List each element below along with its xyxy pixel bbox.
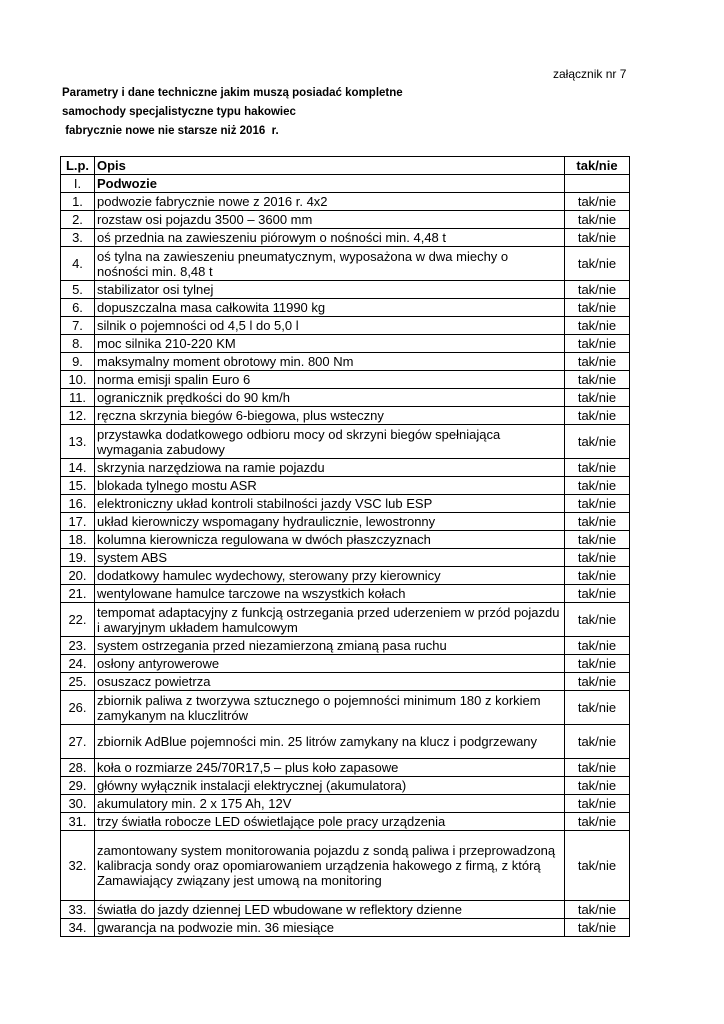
row-lp: 5. <box>61 281 95 299</box>
table-row <box>61 637 630 655</box>
table-row <box>61 759 630 777</box>
row-opis: osłony antyrowerowe <box>95 655 565 673</box>
row-lp: 13. <box>61 425 95 459</box>
row-opis: przystawka dodatkowego odbioru mocy od skrzyni biegów spełniająca wymagania zabudowy <box>95 425 565 459</box>
row-taknie: tak/nie <box>565 317 630 335</box>
row-lp: 32. <box>61 831 95 901</box>
row-lp: 26. <box>61 691 95 725</box>
row-taknie: tak/nie <box>565 477 630 495</box>
table-row <box>61 335 630 353</box>
row-lp: 17. <box>61 513 95 531</box>
row-opis: kolumna kierownicza regulowana w dwóch płaszczyznach <box>95 531 565 549</box>
attachment-label: załącznik nr 7 <box>553 67 627 81</box>
row-opis: ogranicznik prędkości do 90 km/h <box>95 389 565 407</box>
table-row <box>61 407 630 425</box>
row-taknie: tak/nie <box>565 425 630 459</box>
row-taknie: tak/nie <box>565 495 630 513</box>
row-opis: system ABS <box>95 549 565 567</box>
row-taknie: tak/nie <box>565 407 630 425</box>
header-opis: Opis <box>95 157 565 175</box>
table-row <box>61 655 630 673</box>
row-lp: 23. <box>61 637 95 655</box>
row-lp: 1. <box>61 193 95 211</box>
section-empty-cell <box>565 175 630 193</box>
table-row <box>61 531 630 549</box>
row-opis: zbiornik AdBlue pojemności min. 25 litrów zamykany na klucz i podgrzewany <box>95 725 565 759</box>
row-lp: 11. <box>61 389 95 407</box>
row-opis: układ kierowniczy wspomagany hydraulicznie, lewostronny <box>95 513 565 531</box>
row-taknie: tak/nie <box>565 673 630 691</box>
row-lp: 3. <box>61 229 95 247</box>
table-row <box>61 353 630 371</box>
table-row <box>61 281 630 299</box>
row-lp: 16. <box>61 495 95 513</box>
table-row <box>61 795 630 813</box>
row-lp: 4. <box>61 247 95 281</box>
heading-line-1: Parametry i dane techniczne jakim muszą posiadać kompletne <box>62 87 403 99</box>
table-row <box>61 549 630 567</box>
row-opis: światła do jazdy dziennej LED wbudowane w reflektory dzienne <box>95 901 565 919</box>
row-taknie: tak/nie <box>565 919 630 937</box>
row-taknie: tak/nie <box>565 691 630 725</box>
table-row <box>61 691 630 725</box>
row-opis: osuszacz powietrza <box>95 673 565 691</box>
header-taknie: tak/nie <box>565 157 630 175</box>
row-lp: 28. <box>61 759 95 777</box>
table-row <box>61 477 630 495</box>
row-opis: system ostrzegania przed niezamierzoną zmianą pasa ruchu <box>95 637 565 655</box>
row-lp: 18. <box>61 531 95 549</box>
row-opis: maksymalny moment obrotowy min. 800 Nm <box>95 353 565 371</box>
row-lp: 8. <box>61 335 95 353</box>
row-taknie: tak/nie <box>565 831 630 901</box>
row-taknie: tak/nie <box>565 759 630 777</box>
row-opis: moc silnika 210-220 KM <box>95 335 565 353</box>
table-row <box>61 229 630 247</box>
section-title: Podwozie <box>95 175 565 193</box>
row-opis: dopuszczalna masa całkowita 11990 kg <box>95 299 565 317</box>
table-row <box>61 813 630 831</box>
row-opis: blokada tylnego mostu ASR <box>95 477 565 495</box>
section-lp: I. <box>61 175 95 193</box>
section-row <box>61 175 630 193</box>
row-taknie: tak/nie <box>565 299 630 317</box>
row-opis: dodatkowy hamulec wydechowy, sterowany przy kierownicy <box>95 567 565 585</box>
row-taknie: tak/nie <box>565 211 630 229</box>
table-row <box>61 603 630 637</box>
row-opis: główny wyłącznik instalacji elektrycznej (akumulatora) <box>95 777 565 795</box>
table-row <box>61 585 630 603</box>
row-opis: trzy światła robocze LED oświetlające pole pracy urządzenia <box>95 813 565 831</box>
table-row <box>61 567 630 585</box>
table-row <box>61 673 630 691</box>
row-taknie: tak/nie <box>565 229 630 247</box>
row-opis: elektroniczny układ kontroli stabilności jazdy VSC lub ESP <box>95 495 565 513</box>
row-opis: oś przednia na zawieszeniu piórowym o nośności min. 4,48 t <box>95 229 565 247</box>
row-lp: 22. <box>61 603 95 637</box>
row-lp: 24. <box>61 655 95 673</box>
table-row <box>61 389 630 407</box>
row-taknie: tak/nie <box>565 459 630 477</box>
table-row <box>61 299 630 317</box>
row-opis: gwarancja na podwozie min. 36 miesiące <box>95 919 565 937</box>
row-lp: 20. <box>61 567 95 585</box>
table-row <box>61 247 630 281</box>
table-row <box>61 425 630 459</box>
row-taknie: tak/nie <box>565 725 630 759</box>
heading-line-2: samochody specjalistyczne typu hakowiec <box>62 106 296 118</box>
row-lp: 15. <box>61 477 95 495</box>
row-taknie: tak/nie <box>565 655 630 673</box>
row-taknie: tak/nie <box>565 777 630 795</box>
row-taknie: tak/nie <box>565 603 630 637</box>
row-lp: 6. <box>61 299 95 317</box>
row-taknie: tak/nie <box>565 193 630 211</box>
row-lp: 33. <box>61 901 95 919</box>
row-taknie: tak/nie <box>565 389 630 407</box>
row-opis: zamontowany system monitorowania pojazdu z sondą paliwa i przeprowadzoną kalibracja sondy oraz opomiarowaniem urządzenia hakowego z firmą, z którą Zamawiający związany jest umową na monitoring <box>95 831 565 901</box>
row-taknie: tak/nie <box>565 585 630 603</box>
document-heading <box>62 84 403 141</box>
row-opis: podwozie fabrycznie nowe z 2016 r. 4x2 <box>95 193 565 211</box>
row-taknie: tak/nie <box>565 795 630 813</box>
row-taknie: tak/nie <box>565 513 630 531</box>
row-taknie: tak/nie <box>565 371 630 389</box>
row-taknie: tak/nie <box>565 901 630 919</box>
row-taknie: tak/nie <box>565 353 630 371</box>
row-lp: 9. <box>61 353 95 371</box>
row-taknie: tak/nie <box>565 567 630 585</box>
row-opis: koła o rozmiarze 245/70R17,5 – plus koło zapasowe <box>95 759 565 777</box>
row-lp: 7. <box>61 317 95 335</box>
header-lp: L.p. <box>61 157 95 175</box>
table-row <box>61 317 630 335</box>
row-lp: 27. <box>61 725 95 759</box>
table-row <box>61 777 630 795</box>
table-row <box>61 725 630 759</box>
row-lp: 21. <box>61 585 95 603</box>
row-lp: 19. <box>61 549 95 567</box>
table-row <box>61 193 630 211</box>
row-taknie: tak/nie <box>565 281 630 299</box>
row-opis: oś tylna na zawieszeniu pneumatycznym, wyposażona w dwa miechy o nośności min. 8,48 t <box>95 247 565 281</box>
row-lp: 29. <box>61 777 95 795</box>
table-row <box>61 919 630 937</box>
row-opis: wentylowane hamulce tarczowe na wszystkich kołach <box>95 585 565 603</box>
table-row <box>61 371 630 389</box>
row-opis: skrzynia narzędziowa na ramie pojazdu <box>95 459 565 477</box>
specification-table <box>60 156 630 937</box>
row-taknie: tak/nie <box>565 531 630 549</box>
table-row <box>61 901 630 919</box>
row-lp: 25. <box>61 673 95 691</box>
row-opis: akumulatory min. 2 x 175 Ah, 12V <box>95 795 565 813</box>
row-taknie: tak/nie <box>565 549 630 567</box>
row-opis: tempomat adaptacyjny z funkcją ostrzegania przed uderzeniem w przód pojazdu i awaryjnym układem hamulcowym <box>95 603 565 637</box>
row-lp: 12. <box>61 407 95 425</box>
row-opis: rozstaw osi pojazdu 3500 – 3600 mm <box>95 211 565 229</box>
table-row <box>61 513 630 531</box>
table-header-row <box>61 157 630 175</box>
row-lp: 30. <box>61 795 95 813</box>
row-lp: 34. <box>61 919 95 937</box>
row-taknie: tak/nie <box>565 247 630 281</box>
row-opis: zbiornik paliwa z tworzywa sztucznego o pojemności minimum 180 z korkiem zamykanym na kluczlitrów <box>95 691 565 725</box>
row-opis: norma emisji spalin Euro 6 <box>95 371 565 389</box>
row-lp: 14. <box>61 459 95 477</box>
row-lp: 2. <box>61 211 95 229</box>
row-taknie: tak/nie <box>565 637 630 655</box>
row-lp: 10. <box>61 371 95 389</box>
table-row <box>61 495 630 513</box>
table-row <box>61 831 630 901</box>
heading-line-3: fabrycznie nowe nie starsze niż 2016 r. <box>62 125 279 137</box>
table-row <box>61 459 630 477</box>
row-opis: ręczna skrzynia biegów 6-biegowa, plus wsteczny <box>95 407 565 425</box>
row-opis: silnik o pojemności od 4,5 l do 5,0 l <box>95 317 565 335</box>
table-row <box>61 211 630 229</box>
row-opis: stabilizator osi tylnej <box>95 281 565 299</box>
row-taknie: tak/nie <box>565 813 630 831</box>
row-lp: 31. <box>61 813 95 831</box>
row-taknie: tak/nie <box>565 335 630 353</box>
